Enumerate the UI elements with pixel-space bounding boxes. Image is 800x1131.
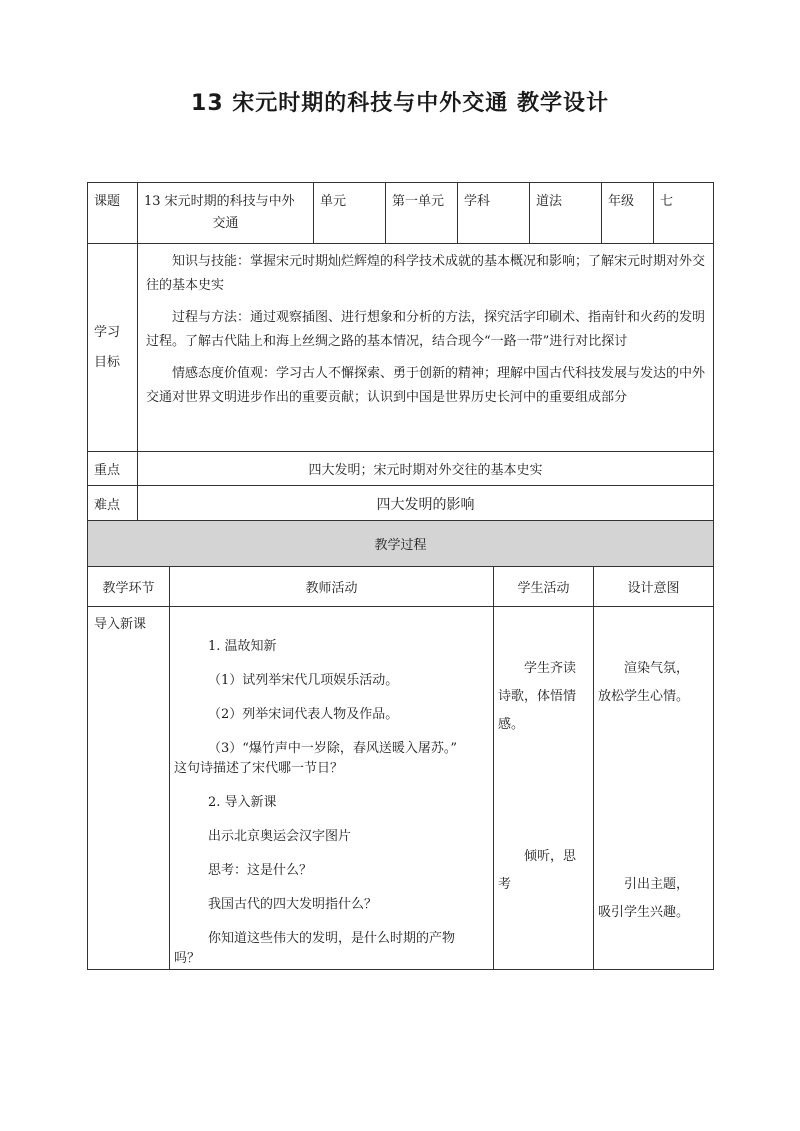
topic-label: 课题 [88,183,138,244]
teacher-line: 这句诗描述了宋代哪一节日？ [174,761,344,776]
col-stage: 教学环节 [88,567,170,607]
process-table [87,520,714,970]
subject-label: 学科 [458,183,530,244]
topic-value-line1: 13 宋元时期的科技与中外 [144,194,295,209]
goal-knowledge: 知识与技能：掌握宋元时期灿烂辉煌的科学技术成就的基本概况和影响；了解宋元时期对外交往的基本史实 [146,254,706,293]
col-intent: 设计意图 [594,567,714,607]
grade-value: 七 [654,183,714,244]
goals-label: 学习 目标 [88,244,138,452]
teacher-line: （1）试列举宋代几项娱乐活动。 [208,673,399,688]
student-activity: 学生齐读 诗歌，体悟情 感。 倾听，思 考 [494,607,594,970]
teacher-line: 吗？ [174,951,201,966]
subject-value: 道法 [530,183,602,244]
process-header: 教学过程 [88,521,714,567]
goals-content [138,244,714,452]
teacher-line: 2. 导入新课 [208,795,277,810]
topic-value [138,183,314,244]
teacher-line: （2）列举宋词代表人物及作品。 [208,707,399,722]
teacher-line: （3）“爆竹声中一岁除，春风送暖入屠苏。” [208,741,458,756]
key-point-label: 重点 [88,452,138,486]
teacher-line: 你知道这些伟大的发明，是什么时期的产物 [208,931,456,946]
teacher-line: 出示北京奥运会汉字图片 [208,829,352,844]
unit-value: 第一单元 [386,183,458,244]
goal-process: 过程与方法：通过观察插图、进行想象和分析的方法，探究活字印刷术、指南针和火药的发明过程。了解古代陆上和海上丝绸之路的基本情况，结合现今“一路一带”进行对比探讨 [146,310,706,349]
teacher-activity [170,607,494,970]
teacher-line: 1. 温故知新 [208,639,277,654]
grade-label: 年级 [602,183,654,244]
design-intent: 渲染气氛， 放松学生心情。 引出主题， 吸引学生兴趣。 [594,607,714,970]
teacher-line: 我国古代的四大发明指什么？ [208,897,378,912]
goal-emotion: 情感态度价值观：学习古人不懈探索、勇于创新的精神；理解中国古代科技发展与发达的中外交通对世界文明进步作出的重要贡献；认识到中国是世界历史长河中的重要组成部分 [146,366,706,405]
difficulty-value: 四大发明的影响 [138,486,714,522]
document-title: 13 宋元时期的科技与中外交通 教学设计 [191,91,609,116]
topic-value-line2: 交通 [212,216,239,231]
unit-label: 单元 [314,183,386,244]
info-table [87,182,714,522]
col-student: 学生活动 [494,567,594,607]
key-point-value: 四大发明；宋元时期对外交往的基本史实 [138,452,714,486]
col-teacher: 教师活动 [170,567,494,607]
stage-cell: 导入新课 [88,607,170,970]
teacher-line: 思考：这是什么？ [208,863,313,878]
difficulty-label: 难点 [88,486,138,522]
